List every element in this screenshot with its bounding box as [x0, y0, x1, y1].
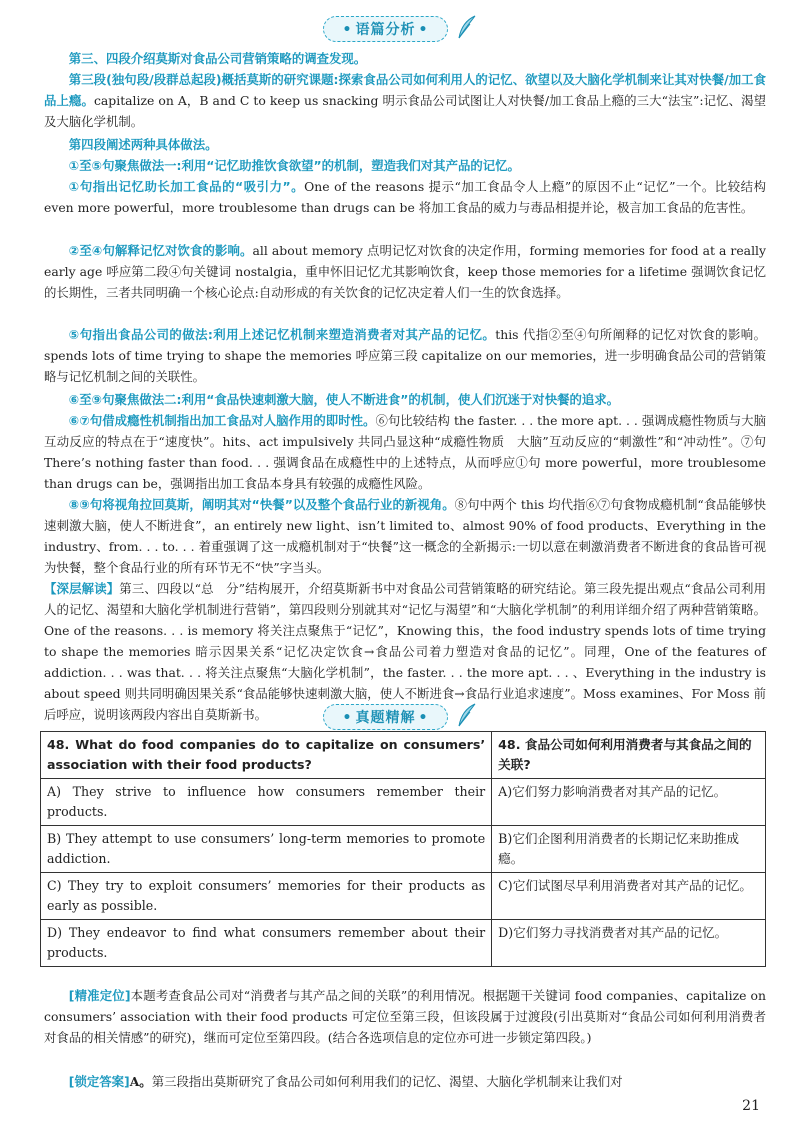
lock-answer-tag: [锁定答案] [68, 1074, 130, 1089]
page-number: 21 [742, 1098, 760, 1114]
option-d-zh: D)它们努力寻找消费者对其产品的记忆。 [492, 920, 766, 967]
section-title-text: 真题精解 [355, 709, 416, 726]
option-row-a [41, 779, 766, 826]
question-row [41, 732, 766, 779]
section-title-questions [0, 702, 800, 732]
option-d-en: D) They endeavor to find what consumers remember about their products. [41, 920, 492, 967]
option-row-c [41, 873, 766, 920]
option-row-b [41, 826, 766, 873]
deep-reading-tag: 【深层解读】 [44, 581, 120, 596]
question-table [40, 731, 766, 967]
section-title-analysis [0, 14, 800, 44]
section-pill: • 真题精解 • [323, 704, 449, 730]
analysis-sentence2-4: ②至④句解释记忆对饮食的影响。all about memory 点明记忆对饮食的决定作用，forming memories for food at a really early age 呼应第二段④句关键词 nostalgia，重申怀旧记忆尤其影响饮食，keep those memories for a lifetime 强调饮食记忆的长期性，三者共同明确一个核心论点:自动形成的有关饮食的记忆决定着人们一生的饮食选择。 [44, 243, 766, 300]
option-row-d [41, 920, 766, 967]
option-c-zh: C)它们试图尽早利用消费者对其产品的记忆。 [492, 873, 766, 920]
feather-pen-icon [456, 702, 478, 732]
analysis-sentence6-7: ⑥⑦句借成瘾性机制指出加工食品对人脑作用的即时性。⑥句比较结构 the faster. . . the more apt. . . 强调成瘾性物质与大脑互动反应的特点在于“速度快”。hits、act impulsively 共同凸显这种“成瘾性物质 大脑”互动反应的“刺激性”和“冲动性”。⑦句 There’s nothing faster than food. . . 强调食品在成瘾性中的上述特点，从而呼应①句 more powerful，more troublesome than drugs can be，强调指出加工食品本身具有较强的成瘾性风险。 [44, 413, 766, 491]
option-a-zh: A)它们努力影响消费者对其产品的记忆。 [492, 779, 766, 826]
analysis-para4-intro: 第四段阐述两种具体做法。 [68, 137, 218, 152]
analysis-sentence5: ⑤句指出食品公司的做法:利用上述记忆机制来塑造消费者对其产品的记忆。this 代指②至④句所阐释的记忆对饮食的影响。spends lots of time trying to shape the memories 呼应第三段 capitalize on our memories，进一步明确食品公司的营销策略与记忆机制之间的关联性。 [44, 327, 766, 384]
precise-locate-tag: [精准定位] [68, 988, 131, 1003]
lock-answer: [锁定答案]A。第三段指出莫斯研究了食品公司如何利用我们的记忆、渴望、大脑化学机制来让我们对 [68, 1074, 623, 1089]
analysis-method1: ①至⑤句聚焦做法一:利用“记忆助推饮食欲望”的机制，塑造我们对其产品的记忆。 [68, 158, 520, 173]
option-c-en: C) They try to exploit consumers’ memories for their products as early as possible. [41, 873, 492, 920]
feather-pen-icon [456, 14, 478, 44]
answer-letter: A。 [129, 1074, 152, 1089]
section-pill: • 语篇分析 • [323, 16, 449, 42]
analysis-sentence1: ①句指出记忆助长加工食品的“吸引力”。One of the reasons 提示“加工食品令人上瘾”的原因不止“记忆”一个。比较结构 even more powerful，more troublesome than drugs can be 将加工食品的威力与毒品相提并论，极言加工食品的危害性。 [44, 179, 766, 215]
section-title-text: 语篇分析 [355, 21, 416, 38]
question-zh: 48. 食品公司如何利用消费者与其食品之间的关联? [492, 732, 766, 779]
option-b-en: B) They attempt to use consumers’ long-term memories to promote addiction. [41, 826, 492, 873]
deep-reading: 【深层解读】第三、四段以“总 分”结构展开，介绍莫斯新书中对食品公司营销策略的研究结论。第三段先提出观点“食品公司利用人的记忆、渴望和大脑化学机制进行营销”，第四段则分别就其对“记忆与渴望”和“大脑化学机制”的利用详细介绍了两种营销策略。One of the reasons. . . is memory 将关注点聚焦于“记忆”，Knowing this，the food industry spends lots of time trying to shape the memories 暗示因果关系“记忆决定饮食→食品公司着力塑造对食品的记忆”。同理，One of the features of addiction. . . was that. . . 将关注点聚焦“大脑化学机制”，the faster. . . the more apt. . . 、Everything in the industry is about speed 则共同明确因果关系“食品能够快速刺激大脑，使人不断进食→食品行业追求速度”。Moss examines、For Moss 前后呼应，说明该两段内容出自莫斯新书。 [44, 581, 766, 722]
analysis-para3: 第三段(独句段/段群总起段)概括莫斯的研究课题:探索食品公司如何利用人的记忆、欲望以及大脑化学机制来让其对快餐/加工食品上瘾。capitalize on A，B and C to keep us snacking 明示食品公司试图让人对快餐/加工食品上瘾的三大“法宝”:记忆、渴望及大脑化学机制。 [44, 72, 766, 129]
option-a-en: A) They strive to influence how consumers remember their products. [41, 779, 492, 826]
analysis-intro: 第三、四段介绍莫斯对食品公司营销策略的调查发现。 [68, 51, 367, 66]
precise-locate: [精准定位]本题考查食品公司对“消费者与其产品之间的关联”的利用情况。根据题干关键词 food companies、capitalize on consumers’ association with their food products 可定位至第三段，但该段属于过渡段(引出莫斯对“食品公司如何利用消费者对食品的相关情感”的研究)，继而可定位至第四段。(结合各选项信息的定位亦可进一步锁定第四段。) [44, 988, 766, 1045]
option-b-zh: B)它们企图利用消费者的长期记忆来助推成瘾。 [492, 826, 766, 873]
question-en: 48. What do food companies do to capitalize on consumers’ association with their food products? [41, 732, 492, 779]
analysis-method2: ⑥至⑨句聚焦做法二:利用“食品快速刺激大脑，使人不断进食”的机制，使人们沉迷于对快餐的追求。 [68, 392, 620, 407]
analysis-sentence8-9: ⑧⑨句将视角拉回莫斯，阐明其对“快餐”以及整个食品行业的新视角。⑧句中两个 this 均代指⑥⑦句食物成瘾机制“食品能够快速刺激大脑，使人不断进食”，an entirely new light、isn’t limited to、almost 90% of food products、Everything in the industry、from. . . to. . . 着重强调了这一成瘾机制对于“快餐”这一概念的全新揭示:一切以意在刺激消费者不断进食的食品皆可视为快餐，整个食品行业的所有环节无不“快”字当头。 [44, 497, 766, 575]
